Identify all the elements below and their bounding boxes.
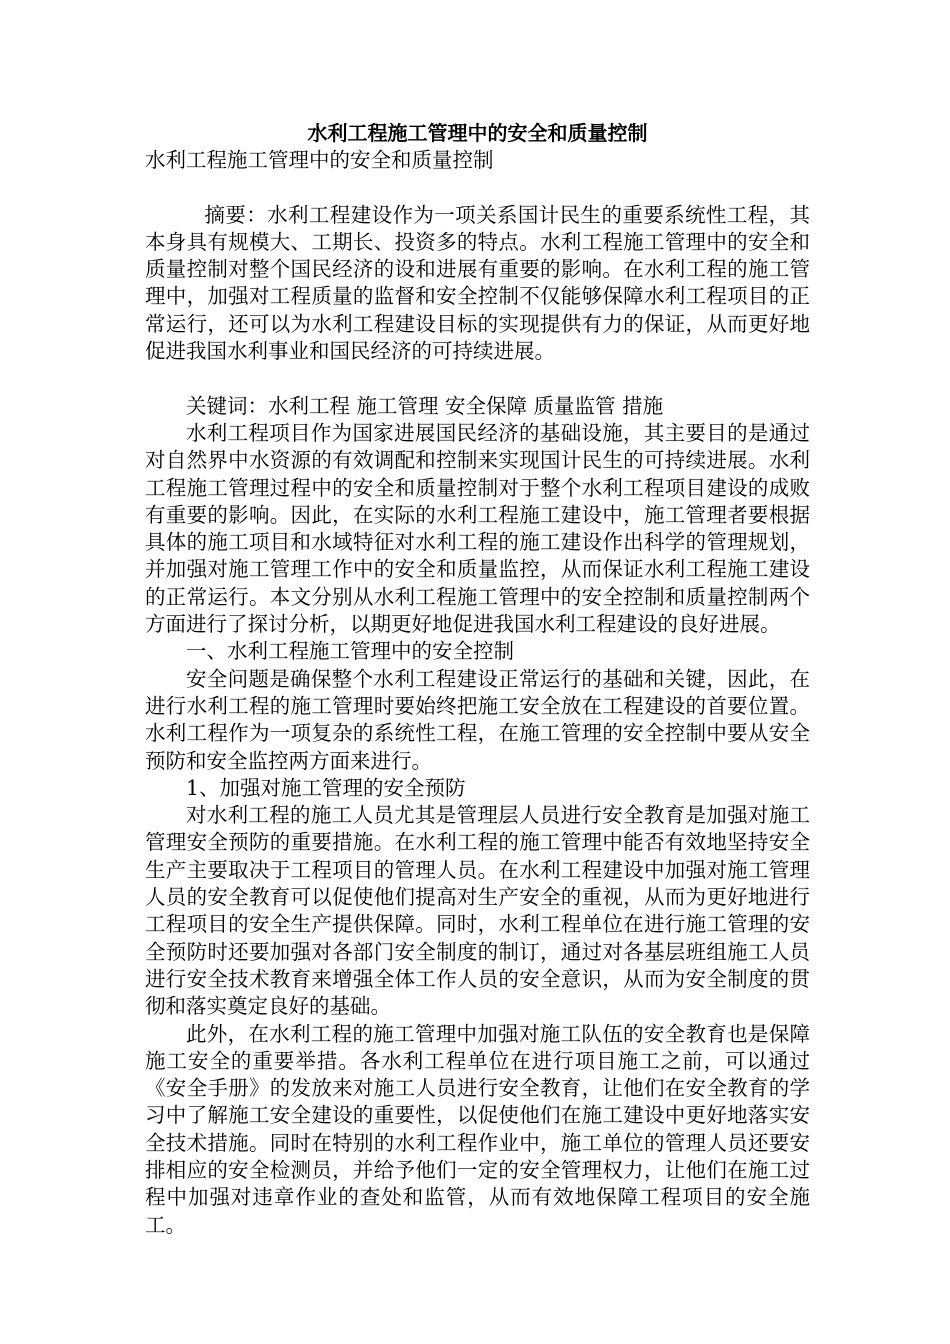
section-heading-safety-control: 一、水利工程施工管理中的安全控制 (186, 639, 514, 664)
document-subtitle: 水利工程施工管理中的安全和质量控制 (145, 148, 494, 172)
blank-line (145, 365, 810, 392)
blank-line (145, 174, 810, 201)
body-paragraph-team-education: 此外，在水利工程的施工管理中加强对施工队伍的安全教育也是保障施工安全的重要举措。各水利工程单位在进行项目施工之前，可以通过《安全手册》的发放来对施工人员进行安全教育，让他们在安全教育的学习中了解施工安全建设的重要性，以促使他们在施工建设中更好地落实安全技术措施。同时在特别的水利工程作业中，施工单位的管理人员还要安排相应的安全检测员，并给予他们一定的安全管理权力，让他们在施工过程中加强对违章作业的查处和监管，从而有效地保障工程项目的安全施工。 (145, 1021, 810, 1237)
body-paragraph-safety: 安全问题是确保整个水利工程建设正常运行的基础和关键，因此，在进行水利工程的施工管理时要始终把施工安全放在工程建设的首要位置。水利工程作为一项复杂的系统性工程，在施工管理的安全控制中要从安全预防和安全监控两方面来进行。 (145, 666, 810, 773)
body-paragraph-prevention: 对水利工程的施工人员尤其是管理层人员进行安全教育是加强对施工管理安全预防的重要措施。在水利工程的施工管理中能否有效地坚持安全生产主要取决于工程项目的管理人员。在水利工程建设中加强对施工管理人员的安全教育可以促使他们提高对生产安全的重视，从而为更好地进行工程项目的安全生产提供保障。同时，水利工程单位在进行施工管理的安全预防时还要加强对各部门安全制度的制订，通过对各基层班组施工人员进行安全技术教育来增强全体工作人员的安全意识，从而为安全制度的贯彻和落实奠定良好的基础。 (145, 803, 810, 1019)
document-title: 水利工程施工管理中的安全和质量控制 (307, 121, 648, 145)
body-paragraph-intro: 水利工程项目作为国家进展国民经济的基础设施，其主要目的是通过对自然界中水资源的有效调配和控制来实现国计民生的可持续进展。水利工程施工管理过程中的安全和质量控制对于整个水利工程项目建设的成败有重要的影响。因此，在实际的水利工程施工建设中，施工管理者要根据具体的施工项目和水域特征对水利工程的施工建设作出科学的管理规划，并加强对施工管理工作中的安全和质量监控，从而保证水利工程施工建设的正常运行。本文分别从水利工程施工管理中的安全控制和质量控制两个方面进行了探讨分析，以期更好地促进我国水利工程建设的良好进展。 (145, 420, 810, 637)
document-page (145, 120, 810, 1239)
abstract-paragraph: 摘要：水利工程建设作为一项关系国计民生的重要系统性工程，其本身具有规模大、工期长、投资多的特点。水利工程施工管理中的安全和质量控制对整个国民经济的设和进展有重要的影响。在水利工程的施工管理中，加强对工程质量的监督和安全控制不仅能够保障水利工程项目的正常运行，还可以为水利工程建设目标的实现提供有力的保证，从而更好地促进我国水利事业和国民经济的可持续进展。 (145, 202, 810, 364)
subsection-heading-safety-prevention: 1、加强对施工管理的安全预防 (186, 775, 466, 800)
keywords-line: 关键词：水利工程 施工管理 安全保障 质量监管 措施 (186, 393, 664, 418)
